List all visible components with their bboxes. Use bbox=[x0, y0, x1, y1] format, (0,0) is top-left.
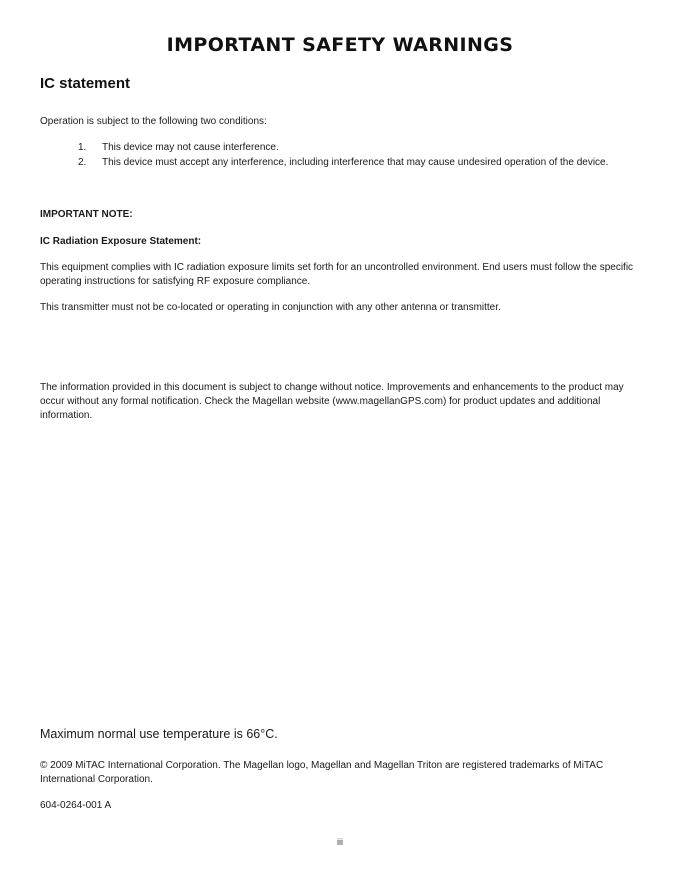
information-paragraph: The information provided in this document is subject to change without notice. Improvements and enhancements to the product may occur without any formal notification. Check the Magellan website (www.magellanGPS.com) for product updates and additional information. bbox=[40, 382, 624, 421]
list-item-text: This device may not cause interference. bbox=[102, 142, 279, 153]
colocation-paragraph: This transmitter must not be co-located or operating in conjunction with any other antenna or transmitter. bbox=[40, 302, 501, 313]
page-number: iii bbox=[337, 837, 343, 847]
radiation-statement-heading: IC Radiation Exposure Statement: bbox=[40, 236, 202, 247]
list-item-text: This device must accept any interference, including interference that may cause undesired operation of the device. bbox=[102, 156, 609, 168]
list-item-number: 1. bbox=[78, 142, 87, 153]
list-item bbox=[78, 156, 638, 170]
temperature-note: Maximum normal use temperature is 66°C. bbox=[40, 727, 278, 741]
conditions-list bbox=[78, 141, 638, 170]
list-item bbox=[78, 141, 638, 155]
document-number: 604-0264-001 A bbox=[40, 800, 112, 811]
important-note-label: IMPORTANT NOTE: bbox=[40, 209, 133, 220]
copyright-notice: © 2009 MiTAC International Corporation. The Magellan logo, Magellan and Magellan Triton are registered trademarks of MiTAC International Corporation. bbox=[40, 760, 604, 785]
page-title: IMPORTANT SAFETY WARNINGS bbox=[166, 34, 514, 56]
conditions-intro: Operation is subject to the following two conditions: bbox=[40, 116, 267, 127]
radiation-paragraph: This equipment complies with IC radiation exposure limits set forth for an uncontrolled environment. End users must follow the specific operating instructions for satisfying RF exposure compliance. bbox=[40, 262, 634, 287]
ic-statement-heading: IC statement bbox=[40, 75, 131, 92]
list-item-number: 2. bbox=[78, 156, 87, 168]
